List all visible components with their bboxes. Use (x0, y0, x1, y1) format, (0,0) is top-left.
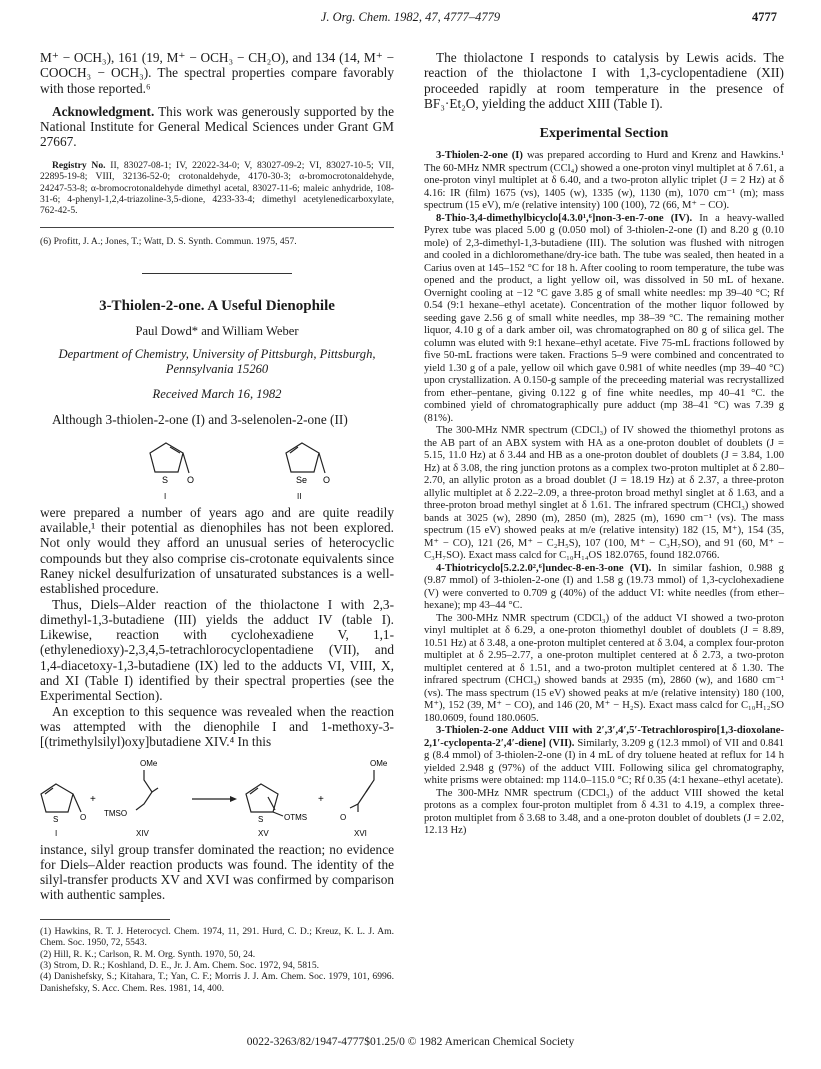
page-header (0, 10, 821, 30)
page-number: 4777 (752, 10, 777, 24)
structures-i-ii (40, 431, 394, 501)
struct2-selenium: Se (296, 474, 308, 485)
exp-thiolenone-body: was prepared according to Hurd and Krenz and Hawkins.¹ The 60-MHz NMR spectrum (CCl₄) showed a one-proton vinyl multiplet at δ 7.61, a one-proton vinyl multiplet at δ 6.40, and a two-proton allylic triplet (J = 2 Hz) at δ 4.16: IR (film) 1675 (vs), 1405 (w), 1335 (w), 1130 (m), 1070 cm⁻¹ (m); mass spectrum (15 eV), m/e (relative intensity) 100 (100), 72 (66, M⁺ − CO). (424, 150, 784, 212)
acknowledgment-body: This work was generously supported by the National Institute for General Medical Sciences under Grant GM 27667. (40, 103, 394, 150)
exp-adduct-iv-body: In a heavy-walled Pyrex tube was placed 5.00 g (0.050 mol) of 3-thiolen-2-one (I) and 8.20 g (0.10 mole) of 2,3-dimethyl-1,3-butadiene (III). The solution was flushed with nitrogen and cooled in a dichloromethane/dry-ice bath. The tube was sealed, then heated in a Carius oven at 145–152 °C for 18 h. After cooling to room temperature, the tube was opened and the product, a light yellow oil, was dissolved in 50 mL of hexane. Overnight cooling at −12 °C gave 3.85 g of small white needles: mp 39–40 °C; Rf 0.54 (9:1 hexane–ethyl acetate). Concentration of the mother liquor followed by seeding gave 2.56 g of small white needles, mp 38–39 °C. The remaining mother liquor, 4.10 g of a dark amber oil, was chromatographed on 80 g of silica gel. The column was eluted with 9:1 hexane–ethyl acetate. Five 75-mL fractions followed by five 50-mL fractions were taken. Fractions 5–9 were combined and concentrated to yield 1.30 g of a pale, yellow oil which gave 0.981 of white needles (mp 39–40 °C) upon crystallization. A 0.150-g sample of the preceeding material was recrystallized from ether–pentane, giving 0.122 g of fine white needles, mp 40–41 °C. the combined yield of chromatographically pure adduct (mp 38–41 °C) was 7.39 g (81%). (424, 212, 784, 424)
exp-thiolenone (424, 150, 784, 213)
footnote-1: (1) Hawkins, R. T. J. Heterocycl. Chem. 1974, 11, 291. Hurd, C. D.; Kreuz, K. L. J. Am. Chem. Soc. 1950, 72, 5543. (40, 925, 394, 949)
scheme-diene-xiv (104, 759, 158, 838)
exp-adduct-iv-heading: 8-Thio-3,4-dimethylbicyclo[4.3.0¹,⁶]non-3-en-7-one (IV). (436, 212, 693, 224)
footnote-divider (40, 227, 394, 228)
struct2-number: II (297, 491, 302, 501)
footnote-2: (2) Hill, R. K.; Carlson, R. M. Org. Synth. 1970, 50, 24. (40, 948, 256, 960)
registry-heading: Registry No. (52, 159, 106, 171)
reaction-arrow-head (230, 796, 237, 802)
exp-adduct-vi-heading: 4-Thiotricyclo[5.2.2.0²,⁶]undec-8-en-3-one (VI). (436, 562, 652, 574)
left-column (40, 50, 394, 994)
structure-ii (286, 443, 330, 501)
footnote-3: (3) Strom, D. R.; Koshland, D. E., Jr. J. Am. Chem. Soc. 1972, 94, 5815. (40, 959, 320, 971)
footnote-4: (4) Danishefsky, S.; Kitahara, T.; Yan, C. F.; Morris J. J. Am. Chem. Soc. 1979, 101, 6996. Danishefsky, S. Acc. Chem. Res. 1981, 14, 400. (40, 971, 394, 994)
experimental-body (424, 150, 784, 838)
acknowledgment (40, 104, 394, 150)
journal-citation: J. Org. Chem. 1982, 47, 4777–4779 (320, 10, 501, 24)
paragraph-2: Thus, Diels–Alder reaction of the thiolactone I with 2,3-dimethyl-1,3-butadiene (III) yields the adduct IV (table I). Likewise, reaction with cyclohexadiene V, 1,1-(ethylenedioxy)-2,3,4,5-tetrachlorocyclopentadiene (VII), and 1,4-diacetoxy-1,3-butadiene (IX) led to the adducts VI, VIII, X, and XI (Table I) identified by their spectral properties (see the Experimental Section). (40, 596, 394, 704)
scheme-label-xvi: XVI (354, 828, 367, 838)
scheme-reactant-i (41, 784, 86, 838)
footnote-6: (6) Profitt, J. A.; Jones, T.; Watt, D. S. Synth. Commun. 1975, 457. (40, 235, 297, 247)
scheme-tmso: TMSO (104, 808, 128, 818)
intro-sentence: Although 3-thiolen-2-one (I) and 3-selenolen-2-one (II) (52, 411, 348, 427)
scheme-label-xv: XV (258, 828, 269, 838)
struct1-sulfur: S (162, 474, 169, 485)
scheme-plus-2: + (318, 793, 324, 805)
footnotes-divider (40, 919, 170, 920)
scheme-ome-1: OMe (140, 758, 158, 768)
exp-adduct-iv (424, 213, 784, 426)
footnotes (40, 926, 394, 994)
scheme-o-c: O (340, 812, 347, 822)
scheme-product-xv (246, 784, 307, 838)
mass-spectrum-continued: M⁺ − OCH₃), 161 (19, M⁺ − OCH₃ − CH₂O), and 134 (14, M⁺ − COOCH₃ − OCH₃). The spectral properties compare favorably with those reported.⁶ (40, 50, 394, 96)
exp-adduct-viii (424, 725, 784, 788)
paragraph-1: were prepared a number of years ago and are quite readily available,¹ their potential as dienophiles has not been explored. Not only would they afford an unusual series of heterocyclic compounds but they also comprise cis-crotonate equivalents since Raney nickel desulfurization of unsaturated substances is a well-established procedure. (40, 504, 394, 597)
exp-nmr-viii: The 300-MHz NMR spectrum (CDCl₃) of the adduct VIII showed the ketal protons as a complex four-proton multiplet from δ 4.31 to 4.19, a complex three-proton multiplet from δ 3.68 to 3.48, and a one-proton doublet of doublets (J = 2.02, 12.13 Hz) (424, 787, 784, 837)
exp-adduct-viii-body: Similarly, 3.209 g (12.3 mmol) of VII and 0.841 g (8.4 mmol) of 3-thiolen-2-one (I) in 4 mL of dry toluene heated at reflux for 14 h yielded 2.948 g (97%) of the adduct VIII. Following silica gel chromatography, white prisms were obtained: mp 114.0–115.0 °C; Rf 0.35 (4:1 hexane–ethyl acetate). (424, 737, 784, 787)
exp-adduct-vi (424, 563, 784, 613)
registry-block (40, 160, 394, 217)
right-column (424, 50, 784, 838)
struct1-number: I (164, 491, 167, 501)
scheme-s-a: S (53, 814, 59, 824)
scheme-label-xiv: XIV (136, 828, 149, 838)
exp-nmr-vi: The 300-MHz NMR spectrum (CDCl₃) of the adduct VI showed a two-proton vinyl multiplet at δ 6.29, a one-proton thiomethyl doublet of doublets (J = 8.89, 10.51 Hz) at δ 3.48, a one-proton multiplet centered at δ 3.04, a complex four-proton multiplet at δ 2.95–2.77, a one-proton multiplet centered at δ 2.73, a two-proton multiplet centered at δ 1.51, and a two-proton multiplet centered at δ 1.30. The infrared spectrum (CHCl₃) showed bands at 2935 (m), 2860 (w), and 1680 cm⁻¹ (vs). The mass spectrum (15 eV) showed peaks at m/e (relative intensity) 180 (100, M⁺), 152 (39, M⁺ − CO), and 146 (20, M⁺ − H₂S). Exact mass calcd for C₁₀H₁₂SO 180.0609, found 180.0605. (424, 612, 784, 724)
experimental-heading: Experimental Section (539, 126, 669, 142)
article-title: 3-Thiolen-2-one. A Useful Dienophile (99, 298, 335, 315)
registry-body: II, 83027-08-1; IV, 22022-34-0; V, 83027-09-2; VI, 83027-10-5; VII, 22895-19-8; VIII, 32136-52-0; crotonaldehyde, 4170-30-3; α-bromocrotonaldehyde, 24247-53-8; α-bromocrotonaldehyde dimethyl acetal, 83027-11-6; maleic anhydride, 108-31-6; 4-phenyl-1,2,4-triazoline-3,5-dione, 4233-33-4; dimethyl acetylenedicarboxylate, 762-42-5. (40, 159, 395, 217)
acknowledgment-heading: Acknowledgment. (52, 103, 155, 119)
article-affiliation: Department of Chemistry, University of Pittsburgh, Pittsburgh, Pennsylvania 15260 (58, 346, 376, 376)
struct1-oxygen: O (187, 474, 195, 485)
scheme-product-xvi (340, 759, 388, 838)
page-footer: 0022-3263/82/1947-4777$01.25/0 © 1982 American Chemical Society (246, 1036, 575, 1048)
article-divider (142, 273, 292, 274)
reaction-scheme (40, 754, 394, 838)
scheme-otms: OTMS (284, 812, 308, 822)
paragraph-3: An exception to this sequence was revealed when the reaction was attempted with the dienophile I and 1-methoxy-3-[(trimethylsilyl)oxy]butadiene XIV.⁴ In this (40, 703, 394, 750)
paragraph-4: instance, silyl group transfer dominated the reaction; no evidence for Diels–Alder reaction products was found. The identity of the silyl-transfer products XV and XVI was confirmed by comparison with authentic samples. (40, 841, 394, 903)
exp-thiolenone-heading: 3-Thiolen-2-one (I) (436, 150, 523, 162)
article-authors: Paul Dowd* and William Weber (135, 323, 299, 338)
struct2-oxygen: O (323, 474, 331, 485)
registry-numbers (40, 160, 394, 217)
exp-adduct-vi-body: In similar fashion, 0.988 g (9.87 mmol) of 3-thiolen-2-one (I) and 1.58 g (19.73 mmol) of 1,3-cyclohexadiene (V) were converted to 0.709 g (40%) of the adduct VI: white needles (from ether–hexane); mp 43–44 °C. (424, 562, 784, 612)
scheme-ome-2: OMe (370, 758, 388, 768)
structure-i (150, 443, 194, 501)
scheme-s-b: S (258, 814, 264, 824)
scheme-label-i: I (55, 828, 58, 838)
received-date: Received March 16, 1982 (152, 386, 282, 401)
scheme-o-a: O (80, 812, 87, 822)
exp-nmr-iv: The 300-MHz NMR spectrum (CDCl₃) of IV showed the thiomethyl protons as the AB part of an ABX system with HA as a one-proton doublet of doublets (J = 5.15, 11.0 Hz) at δ 3.44 and HB as a one-proton doublet of doublets (J = 3.84, 1.00 Hz) at δ 3.08, the ring junction protons as a complex two-proton multiplet at δ 2.80–2.70, an allylic proton as a broad doublet (J = 18.19 Hz) at δ 2.37, a three-proton allylic multiplet at δ 2.22–2.09, a three-proton broad methyl singlet at δ 1.63, and a three-proton broad methyl singlet at δ 1.61. The infrared spectrum (CHCl₃) showed bands at 3025 (w), 2890 (m), 2850 (m), 2825 (m), 1690 cm⁻¹ (vs). The mass spectrum (15 eV) showed peaks at m/e (relative intensity) 182 (15, M⁺), 154 (35, M⁺ − CO), 121 (26, M⁺ − C₂H₅S), 107 (100, M⁺ − C₃H₇SO), and 91 (60, M⁺ − C₃H₇SO). Exact mass calcd for C₁₀H₁₄OS 182.0765, found 182.0766. (424, 425, 784, 562)
scheme-plus-1: + (90, 793, 96, 805)
exp-adduct-viii-heading: 3-Thiolen-2-one Adduct VIII with 2′,3′,4′,5′-Tetrachlorospiro[1,3-dioxolane-2,1′-cyclopenta-2′,4′-diene] (VII). (424, 725, 784, 749)
lewis-acid-paragraph: The thiolactone I responds to catalysis by Lewis acids. The reaction of the thiolactone I with 1,3-cyclopentadiene (XII) proceeded rapidly at room temperature in the presence of BF₃·Et₂O, yielding the adduct XIII (Table I). (424, 50, 784, 111)
